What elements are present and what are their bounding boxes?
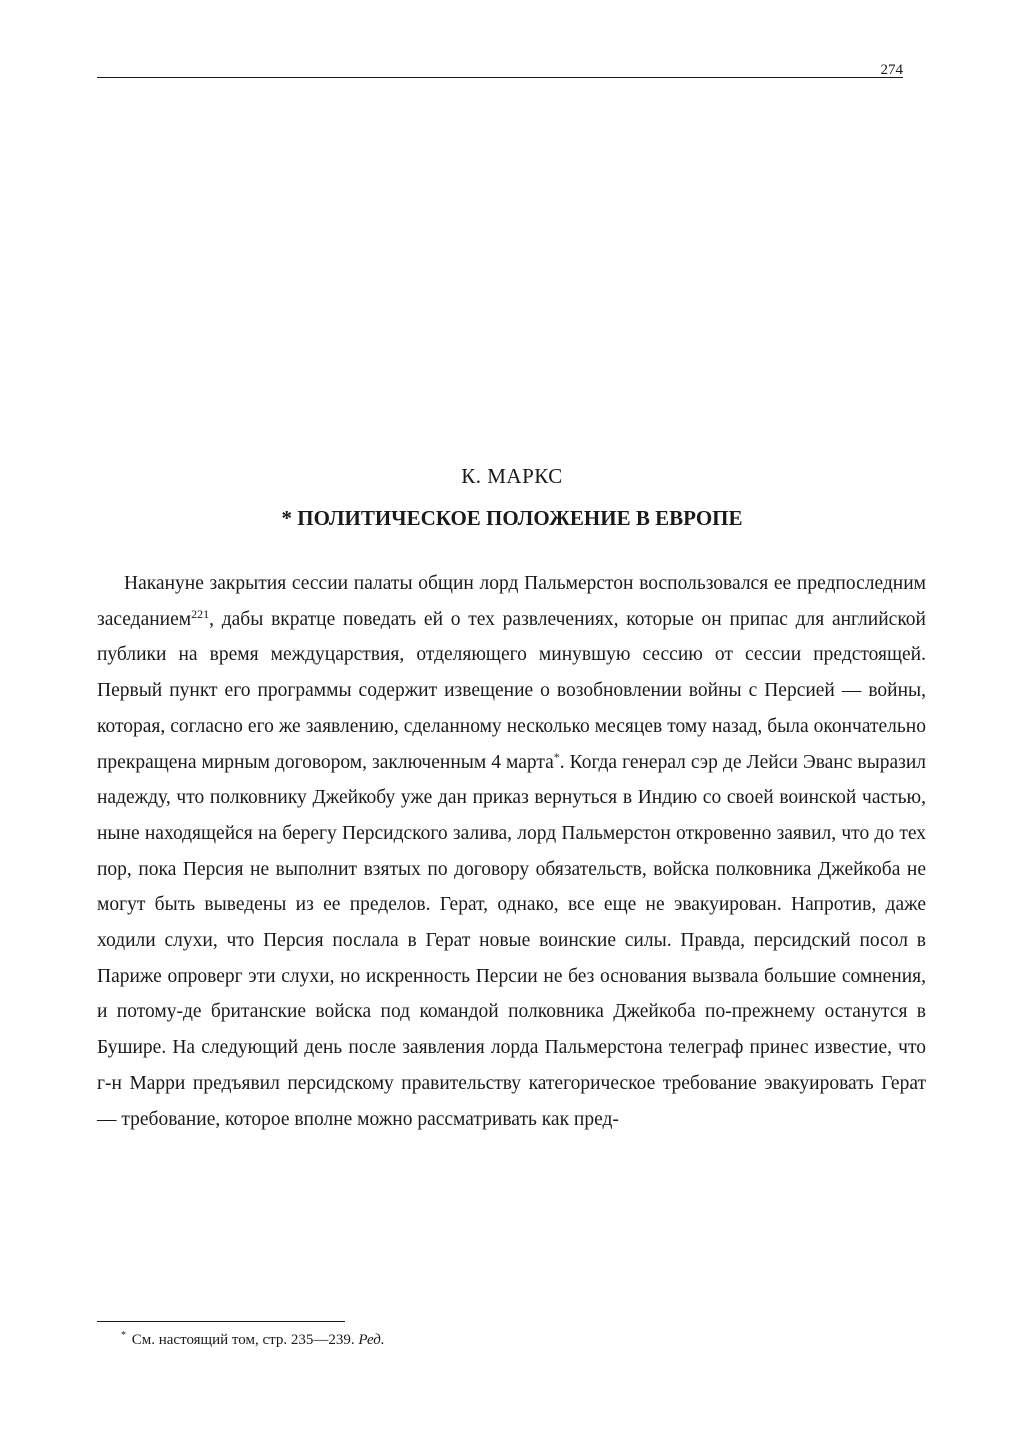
- page-number: 274: [880, 62, 903, 78]
- header-rule: [97, 77, 903, 78]
- body-text-part-1: Накануне закрытия сессии палаты общин лорд Пальмерстон воспользовался ее предпоследним заседанием: [97, 573, 926, 630]
- footnote-rule: [97, 1321, 345, 1322]
- body-text-part-2: , дабы вкратце поведать ей о тех развлечениях, которые он припас для английской публики на время междуцарствия, отделяющего минувшую сессию от сессии предстоящей. Первый пункт его программы содержит извещение о возобновлении войны с Персией — войны, которая, согласно его же заявлению, сделанному несколько месяцев тому назад, была окончательно прекращена мирным договором, заключенным 4 марта: [97, 608, 926, 773]
- footnote-marker: *: [553, 749, 560, 764]
- footnote-marker-bottom: *: [121, 1330, 126, 1341]
- body-text-part-3: . Когда генерал сэр де Лейси Эванс выразил надежду, что полковнику Джейкобу уже дан приказ вернуться в Индию со своей воинской частью, ныне находящейся на берегу Персидского залива, лорд Пальмерстон откровенно заявил, что до тех пор, пока Персия не выполнит взятых по договору обязательств, войска полковника Джейкоба не могут быть выведены из ее пределов. Герат, однако, все еще не эвакуирован. Напротив, даже ходили слухи, что Персия послала в Герат новые воинские силы. Правда, персидский посол в Париже опроверг эти слухи, но искренность Персии не без основания вызвала большие сомнения, и потому-де британские войска под командой полковника Джейкоба по-прежнему останутся в Бушире. На следующий день после заявления лорда Пальмерстона телеграф принес известие, что г-н Марри предъявил персидскому правительству категорическое требование эвакуировать Герат — требование, которое вполне можно рассматривать как пред-: [97, 751, 926, 1130]
- article-author: К. МАРКС: [461, 464, 563, 488]
- footnote-editor-mark: Ред.: [358, 1332, 385, 1348]
- footnote-text: См. настоящий том, стр. 235—239.: [128, 1332, 359, 1348]
- article-body: [97, 566, 926, 1137]
- footnote: [121, 1330, 385, 1350]
- article-title: * ПОЛИТИЧЕСКОЕ ПОЛОЖЕНИЕ В ЕВРОПЕ: [281, 506, 743, 530]
- reference-marker: 221: [191, 606, 210, 621]
